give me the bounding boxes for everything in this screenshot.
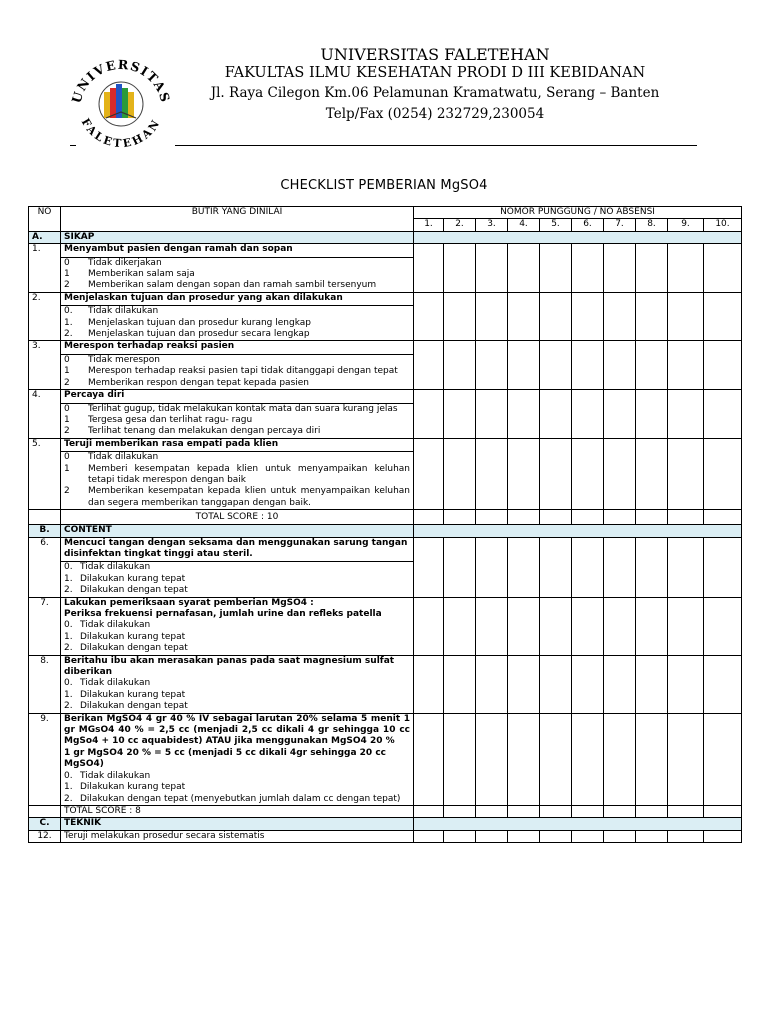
score-cell[interactable] <box>636 438 668 509</box>
score-cell[interactable] <box>572 713 604 805</box>
col-no: NO <box>29 207 61 232</box>
score-cell[interactable] <box>704 341 742 390</box>
university-name: UNIVERSITAS FALETEHAN <box>320 45 550 64</box>
score-cell[interactable] <box>704 805 742 817</box>
section-row-b <box>29 525 742 537</box>
score-cell[interactable] <box>668 244 704 293</box>
score-cell[interactable] <box>444 655 476 713</box>
item-number: 12. <box>29 830 61 842</box>
score-cell[interactable] <box>572 830 604 842</box>
score-cell[interactable] <box>540 341 572 390</box>
col-num-2: 2. <box>444 219 476 231</box>
item-content: Merespon terhadap reaksi pasien 0 Tidak merespon 1 Merespon terhadap reaksi pasien tapi tidak ditanggapi dengan tepat 2 Memberikan respon dengan tepat kepada pasien <box>61 341 414 390</box>
section-code: A. <box>29 231 61 243</box>
col-num-5: 5. <box>540 219 572 231</box>
item-content: Teruji memberikan rasa empati pada klien 0 Tidak dilakukan 1 Memberi kesempatan kepada klien untuk menyampaikan keluhan tetapi tidak merespon dengan baik 2 Memberikan kesempatan kepada klien untuk menyampaikan keluhan dan segera memberikan tanggapan dengan baik. <box>61 438 414 509</box>
score-cell[interactable] <box>476 341 508 390</box>
table-row <box>29 438 742 509</box>
section-row-a <box>29 231 742 243</box>
score-cell[interactable] <box>540 805 572 817</box>
table-row <box>29 713 742 805</box>
header-rule <box>175 145 697 146</box>
score-cell[interactable] <box>540 438 572 509</box>
col-num-6: 6. <box>572 219 604 231</box>
score-cell[interactable] <box>414 438 444 509</box>
score-cell[interactable] <box>572 537 604 597</box>
score-cell[interactable] <box>636 830 668 842</box>
score-cell[interactable] <box>444 292 476 341</box>
score-cell[interactable] <box>444 390 476 439</box>
score-cell[interactable] <box>668 292 704 341</box>
item-title: Berikan MgSO4 4 gr 40 % IV sebagai larutan 20% selama 5 menit 1 gr MGsO4 40 % = 2,5 cc (menjadi 2,5 cc dikali 4 gr sehingga 10 cc MgSo4 + 10 cc aquabidest) ATAU jika menggunakan MgSO4 20 % <box>64 713 410 747</box>
score-cell[interactable] <box>540 390 572 439</box>
score-cell[interactable] <box>444 830 476 842</box>
item-content: Beritahu ibu akan merasakan panas pada saat magnesium sulfat diberikan 0. Tidak dilakukan 1. Dilakukan kurang tepat 2. Dilakukan dengan tepat <box>61 655 414 713</box>
score-cell[interactable] <box>508 597 540 655</box>
col-num-8: 8. <box>636 219 668 231</box>
score-cell[interactable] <box>476 390 508 439</box>
score-cell[interactable] <box>508 805 540 817</box>
col-butir: BUTIR YANG DINILAI <box>61 207 414 232</box>
score-cell[interactable] <box>668 510 704 525</box>
item-number: 1. <box>29 244 61 293</box>
item-content: Mencuci tangan dengan seksama dan menggunakan sarung tangan disinfektan tingkat tinggi atau steril. 0. Tidak dilakukan 1. Dilakukan kurang tepat 2. Dilakukan dengan tepat <box>61 537 414 597</box>
total-row-b <box>29 805 742 817</box>
item-title: Mencuci tangan dengan seksama dan menggunakan sarung tangan disinfektan tingkat tinggi atau steril. <box>64 537 408 559</box>
score-cell[interactable] <box>704 510 742 525</box>
score-cell[interactable] <box>704 655 742 713</box>
svg-text:UNIVERSITAS: UNIVERSITAS <box>68 56 174 105</box>
section-code: B. <box>29 525 61 537</box>
item-title: Teruji memberikan rasa empati pada klien <box>64 438 279 449</box>
score-cell[interactable] <box>668 805 704 817</box>
score-cell[interactable] <box>604 244 636 293</box>
score-cell[interactable] <box>476 655 508 713</box>
section-label: TEKNIK <box>61 818 414 830</box>
col-num-10: 10. <box>704 219 742 231</box>
score-cell[interactable] <box>636 390 668 439</box>
score-cell[interactable] <box>604 537 636 597</box>
item-number: 5. <box>29 438 61 509</box>
score-cell[interactable] <box>572 244 604 293</box>
table-row <box>29 655 742 713</box>
university-logo <box>66 52 176 162</box>
item-title: Menjelaskan tujuan dan prosedur yang akan dilakukan <box>64 292 343 303</box>
section-label: CONTENT <box>61 525 414 537</box>
page-title: CHECKLIST PEMBERIAN MgSO4 <box>280 178 488 193</box>
score-cell[interactable] <box>414 244 444 293</box>
score-cell[interactable] <box>414 292 444 341</box>
score-cell[interactable] <box>636 655 668 713</box>
total-score-label: TOTAL SCORE : 8 <box>61 805 414 817</box>
item-number: 8. <box>29 655 61 713</box>
score-cell[interactable] <box>572 292 604 341</box>
faculty-name: FAKULTAS ILMU KESEHATAN PRODI D III KEBIDANAN <box>224 65 646 81</box>
score-cell[interactable] <box>540 830 572 842</box>
score-cell[interactable] <box>668 438 704 509</box>
col-num-4: 4. <box>508 219 540 231</box>
score-cell[interactable] <box>444 805 476 817</box>
score-cell[interactable] <box>508 510 540 525</box>
score-cell[interactable] <box>704 830 742 842</box>
score-cell[interactable] <box>704 292 742 341</box>
score-cell[interactable] <box>636 805 668 817</box>
section-score-band <box>414 525 742 537</box>
score-cell[interactable] <box>636 597 668 655</box>
score-cell[interactable] <box>572 341 604 390</box>
score-cell[interactable] <box>476 830 508 842</box>
score-cell[interactable] <box>572 655 604 713</box>
score-cell[interactable] <box>540 510 572 525</box>
score-cell[interactable] <box>604 292 636 341</box>
table-row <box>29 292 742 341</box>
score-cell[interactable] <box>414 713 444 805</box>
score-cell[interactable] <box>476 805 508 817</box>
score-cell[interactable] <box>540 597 572 655</box>
table-row <box>29 341 742 390</box>
section-label: SIKAP <box>61 231 414 243</box>
header-tick <box>70 145 76 146</box>
score-cell[interactable] <box>414 390 444 439</box>
score-cell[interactable] <box>572 390 604 439</box>
table-row <box>29 597 742 655</box>
svg-text:FALETEHAN: FALETEHAN <box>78 115 164 151</box>
total-empty <box>29 805 61 817</box>
score-cell[interactable] <box>414 341 444 390</box>
score-cell[interactable] <box>444 537 476 597</box>
score-cell[interactable] <box>444 438 476 509</box>
score-cell[interactable] <box>704 244 742 293</box>
score-cell[interactable] <box>604 341 636 390</box>
col-nomor: NOMOR PUNGGUNG / NO ABSENSI <box>414 207 742 219</box>
score-cell[interactable] <box>476 713 508 805</box>
score-cell[interactable] <box>636 510 668 525</box>
col-num-9: 9. <box>668 219 704 231</box>
item-number: 4. <box>29 390 61 439</box>
score-cell[interactable] <box>508 341 540 390</box>
score-cell[interactable] <box>572 597 604 655</box>
score-cell[interactable] <box>668 713 704 805</box>
score-cell[interactable] <box>414 510 444 525</box>
score-cell[interactable] <box>668 341 704 390</box>
table-row <box>29 830 742 842</box>
score-cell[interactable] <box>668 655 704 713</box>
phone: Telp/Fax (0254) 232729,230054 <box>325 106 545 122</box>
score-cell[interactable] <box>414 830 444 842</box>
item-content: Menjelaskan tujuan dan prosedur yang akan dilakukan 0. Tidak dilakukan 1. Menjelaskan tujuan dan prosedur kurang lengkap 2. Menjelaskan tujuan dan prosedur secara lengkap <box>61 292 414 341</box>
item-title: Lakukan pemeriksaan syarat pemberian MgSO4 : <box>64 597 314 608</box>
score-cell[interactable] <box>540 244 572 293</box>
score-cell[interactable] <box>540 713 572 805</box>
item-number: 3. <box>29 341 61 390</box>
item-title: Merespon terhadap reaksi pasien <box>64 341 235 352</box>
score-cell[interactable] <box>572 805 604 817</box>
score-cell[interactable] <box>414 537 444 597</box>
score-cell[interactable] <box>604 805 636 817</box>
score-cell[interactable] <box>444 244 476 293</box>
score-cell[interactable] <box>636 537 668 597</box>
score-cell[interactable] <box>414 597 444 655</box>
item-content: Percaya diri 0 Terlihat gugup, tidak melakukan kontak mata dan suara kurang jelas 1 Tergesa gesa dan terlihat ragu- ragu 2 Terlihat tenang dan melakukan dengan percaya diri <box>61 390 414 439</box>
score-cell[interactable] <box>604 830 636 842</box>
score-cell[interactable] <box>414 655 444 713</box>
item-number: 9. <box>29 713 61 805</box>
score-cell[interactable] <box>476 292 508 341</box>
score-cell[interactable] <box>508 713 540 805</box>
item-title-2: Periksa frekuensi pernafasan, jumlah urine dan refleks patella <box>64 609 382 619</box>
col-num-7: 7. <box>604 219 636 231</box>
score-cell[interactable] <box>604 713 636 805</box>
score-cell[interactable] <box>704 537 742 597</box>
score-cell[interactable] <box>540 292 572 341</box>
table-row <box>29 537 742 597</box>
col-num-1: 1. <box>414 219 444 231</box>
score-cell[interactable] <box>508 830 540 842</box>
item-title: Teruji melakukan prosedur secara sistematis <box>61 830 414 842</box>
score-cell[interactable] <box>668 390 704 439</box>
table-row <box>29 390 742 439</box>
score-cell[interactable] <box>444 510 476 525</box>
col-num-3: 3. <box>476 219 508 231</box>
score-cell[interactable] <box>704 438 742 509</box>
score-cell[interactable] <box>476 438 508 509</box>
item-number: 7. <box>29 597 61 655</box>
score-cell[interactable] <box>476 244 508 293</box>
score-cell[interactable] <box>508 390 540 439</box>
item-number: 2. <box>29 292 61 341</box>
logo-emblem-icon <box>99 82 143 126</box>
score-cell[interactable] <box>572 510 604 525</box>
address: Jl. Raya Cilegon Km.06 Pelamunan Kramatwatu, Serang – Banten <box>210 85 660 101</box>
score-cell[interactable] <box>444 713 476 805</box>
score-cell[interactable] <box>476 597 508 655</box>
score-cell[interactable] <box>704 713 742 805</box>
score-cell[interactable] <box>668 830 704 842</box>
item-number: 6. <box>29 537 61 597</box>
section-score-band <box>414 818 742 830</box>
section-row-c <box>29 818 742 830</box>
score-cell[interactable] <box>508 537 540 597</box>
score-cell[interactable] <box>704 390 742 439</box>
score-cell[interactable] <box>668 597 704 655</box>
item-title: Beritahu ibu akan merasakan panas pada saat magnesium sulfat diberikan <box>64 655 395 678</box>
item-content: Lakukan pemeriksaan syarat pemberian MgSO4 : Periksa frekuensi pernafasan, jumlah urine dan refleks patella 0. Tidak dilakukan 1. Dilakukan kurang tepat 2. Dilakukan dengan tepat <box>61 597 414 655</box>
score-cell[interactable] <box>540 537 572 597</box>
score-cell[interactable] <box>636 713 668 805</box>
score-cell[interactable] <box>604 510 636 525</box>
table-header-row-1 <box>29 207 742 219</box>
item-title-2: 1 gr MgSO4 20 % = 5 cc (menjadi 5 cc dikali 4gr sehingga 20 cc MgSO4) <box>64 747 386 770</box>
item-content: Menyambut pasien dengan ramah dan sopan 0 Tidak dikerjakan 1 Memberikan salam saja 2 Memberikan salam dengan sopan dan ramah sambil tersenyum <box>61 244 414 293</box>
score-cell[interactable] <box>604 597 636 655</box>
score-cell[interactable] <box>668 537 704 597</box>
total-empty <box>29 510 61 525</box>
score-cell[interactable] <box>508 292 540 341</box>
score-cell[interactable] <box>508 655 540 713</box>
score-cell[interactable] <box>604 655 636 713</box>
score-cell[interactable] <box>604 438 636 509</box>
score-cell[interactable] <box>414 805 444 817</box>
checklist-table <box>28 206 742 843</box>
total-row-a <box>29 510 742 525</box>
section-code: C. <box>29 818 61 830</box>
score-cell[interactable] <box>704 597 742 655</box>
score-cell[interactable] <box>444 597 476 655</box>
score-cell[interactable] <box>508 438 540 509</box>
table-row <box>29 244 742 293</box>
score-cell[interactable] <box>444 341 476 390</box>
score-cell[interactable] <box>540 655 572 713</box>
score-cell[interactable] <box>636 244 668 293</box>
score-cell[interactable] <box>572 438 604 509</box>
score-cell[interactable] <box>476 537 508 597</box>
total-score-label: TOTAL SCORE : 10 <box>61 510 414 525</box>
score-cell[interactable] <box>476 510 508 525</box>
score-cell[interactable] <box>636 292 668 341</box>
score-cell[interactable] <box>508 244 540 293</box>
score-cell[interactable] <box>636 341 668 390</box>
section-score-band <box>414 231 742 243</box>
item-title: Percaya diri <box>64 390 125 401</box>
item-content: Berikan MgSO4 4 gr 40 % IV sebagai larutan 20% selama 5 menit 1 gr MGsO4 40 % = 2,5 cc (menjadi 2,5 cc dikali 4 gr sehingga 10 cc MgSo4 + 10 cc aquabidest) ATAU jika menggunakan MgSO4 20 % 1 gr MgSO4 20 % = 5 cc (menjadi 5 cc dikali 4gr sehingga 20 cc MgSO4) 0. Tidak dilakukan 1. Dilakukan kurang tepat 2. Dilakukan dengan tepat (menyebutkan jumlah dalam cc dengan tepat) <box>61 713 414 805</box>
score-cell[interactable] <box>604 390 636 439</box>
item-title: Menyambut pasien dengan ramah dan sopan <box>64 244 293 255</box>
